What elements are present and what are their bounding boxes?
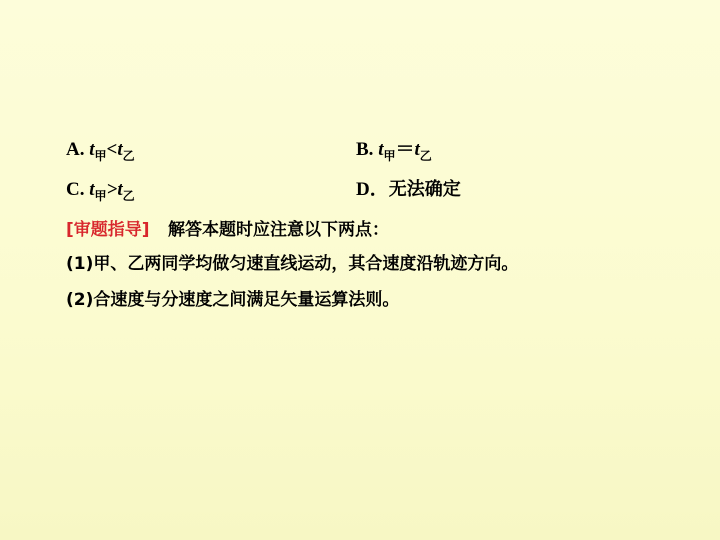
option-b-relation: ＝ bbox=[395, 139, 415, 160]
option-c-relation: > bbox=[106, 178, 118, 200]
option-b-var2: t bbox=[414, 139, 420, 160]
option-row-ab bbox=[66, 134, 666, 164]
option-a-var1: t bbox=[89, 139, 95, 160]
option-d-label: D． bbox=[356, 178, 389, 200]
option-a-var2: t bbox=[117, 139, 123, 160]
option-c-sub1: 甲 bbox=[94, 188, 107, 203]
option-c-var1: t bbox=[89, 178, 95, 200]
option-c-var2: t bbox=[117, 178, 123, 200]
slide-content bbox=[66, 134, 666, 316]
guide-point-2: (2)合速度与分速度之间满足矢量运算法则。 bbox=[66, 289, 400, 310]
guide-text: 解答本题时应注意以下两点： bbox=[168, 219, 390, 240]
option-d bbox=[356, 174, 461, 201]
option-row-cd bbox=[66, 174, 666, 204]
option-c-sub2: 乙 bbox=[122, 188, 135, 203]
option-b-var1: t bbox=[378, 139, 384, 160]
option-a-sub2: 乙 bbox=[122, 148, 135, 163]
option-a bbox=[66, 139, 356, 164]
option-a-label: A. bbox=[66, 139, 85, 160]
option-c bbox=[66, 179, 356, 204]
option-a-sub1: 甲 bbox=[94, 148, 107, 163]
guide-point-1: (1)甲、乙两同学均做匀速直线运动，其合速度沿轨迹方向。 bbox=[66, 254, 519, 275]
option-b-label: B. bbox=[356, 139, 374, 160]
option-c-label: C. bbox=[66, 178, 85, 200]
option-d-text: 无法确定 bbox=[388, 178, 461, 200]
option-b-sub2: 乙 bbox=[419, 148, 432, 163]
option-b-sub1: 甲 bbox=[383, 148, 396, 163]
guide-line bbox=[66, 216, 666, 244]
option-b bbox=[356, 134, 432, 164]
guide-tag: [审题指导] bbox=[66, 219, 150, 240]
option-a-relation: < bbox=[106, 139, 118, 160]
